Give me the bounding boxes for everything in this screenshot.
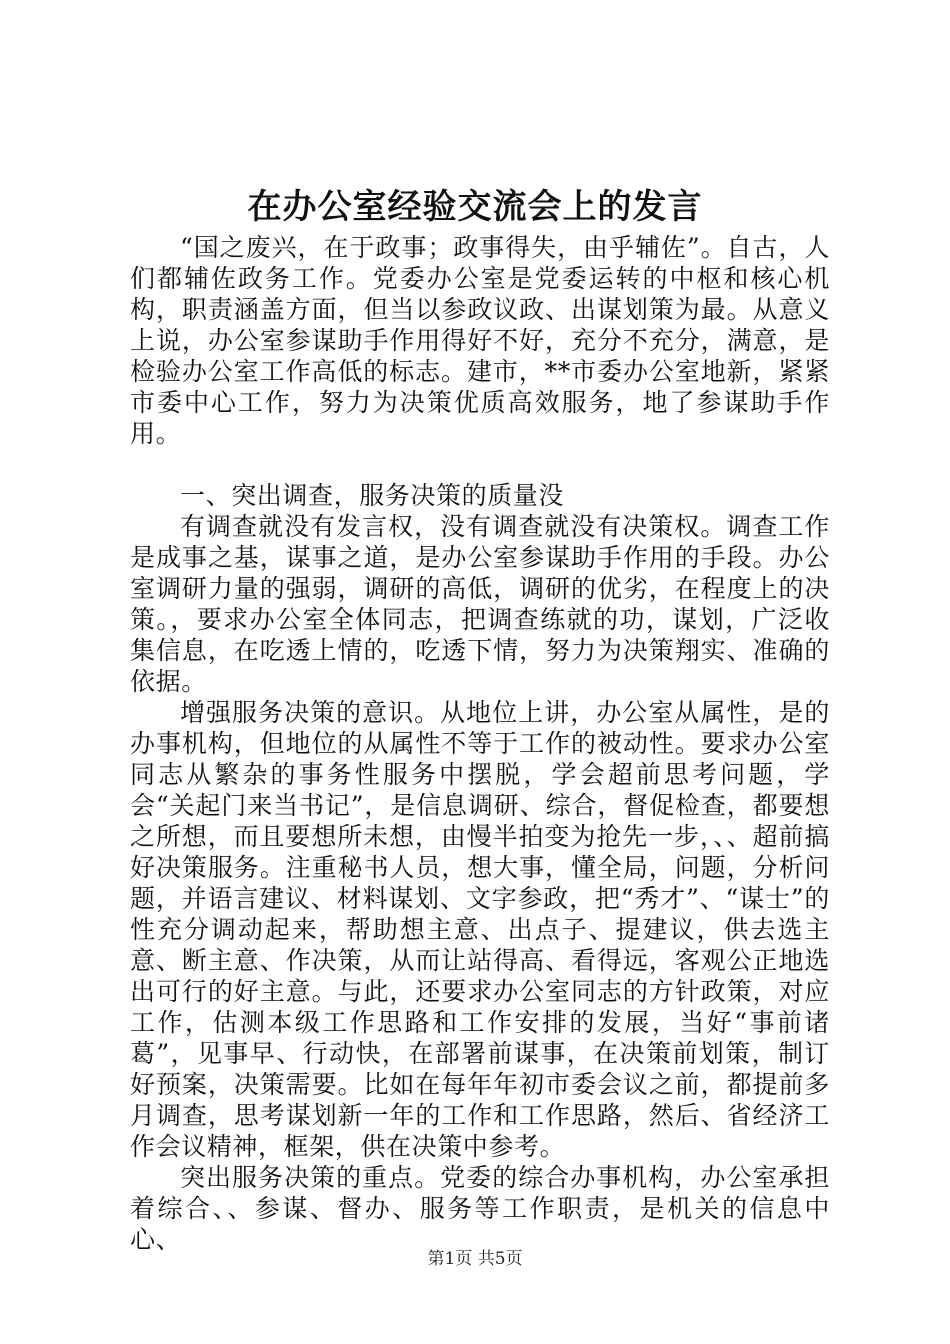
document-title: 在办公室经验交流会上的发言 — [247, 187, 703, 227]
section-heading-1: 一、突出调查，服务决策的质量没 — [180, 481, 565, 510]
page-footer: 第1页 共5页 — [427, 1249, 523, 1269]
document-body — [130, 232, 830, 1255]
paragraph-focus: 突出服务决策的重点。党委的综合办事机构，办公室承担着综合、、参谋、督办、服务等工作职责，是机关的信息中心、 — [130, 1163, 830, 1254]
paragraph-investigation: 有调查就没有发言权，没有调查就没有决策权。调查工作是成事之基，谋事之道，是办公室参谋助手作用的手段。办公室调研力量的强弱，调研的高低，调研的优劣，在程度上的决策。，要求办公室全体同志，把调查练就的功，谋划，广泛收集信息，在吃透上情的，吃透下情，努力为决策翔实、准确的依据。 — [130, 512, 830, 696]
paragraph-intro: “国之废兴，在于政事；政事得失，由乎辅佐”。自古，人们都辅佐政务工作。党委办公室是党委运转的中枢和核心机构，职责涵盖方面，但当以参政议政、出谋划策为最。从意义上说，办公室参谋助手作用得好不好，充分不充分，满意，是检验办公室工作高低的标志。建市，**市委办公室地新，紧紧市委中心工作，努力为决策优质高效服务，地了参谋助手作用。 — [130, 233, 830, 448]
paragraph-awareness: 增强服务决策的意识。从地位上讲，办公室从属性，是的办事机构，但地位的从属性不等于工作的被动性。要求办公室同志从繁杂的事务性服务中摆脱，学会超前思考问题，学会“关起门来当书记”，是信息调研、综合，督促检查，都要想之所想，而且要想所未想，由慢半拍变为抢先一步，、、超前搞好决策服务。注重秘书人员，想大事，懂全局，问题，分析问题，并语言建议、材料谋划、文字参政，把“秀才”、“谋士”的性充分调动起来，帮助想主意、出点子、提建议，供去选主意、断主意、作决策，从而让站得高、看得远，客观公正地选出可行的好主意。与此，还要求办公室同志的方针政策，对应工作，估测本级工作思路和工作安排的发展，当好“事前诸葛”，见事早、行动快，在部署前谋事，在决策前划策，制订好预案，决策需要。比如在每年年初市委会议之前，都提前多月调查，思考谋划新一年的工作和工作思路，然后、省经济工作会议精神，框架，供在决策中参考。 — [130, 698, 830, 1161]
